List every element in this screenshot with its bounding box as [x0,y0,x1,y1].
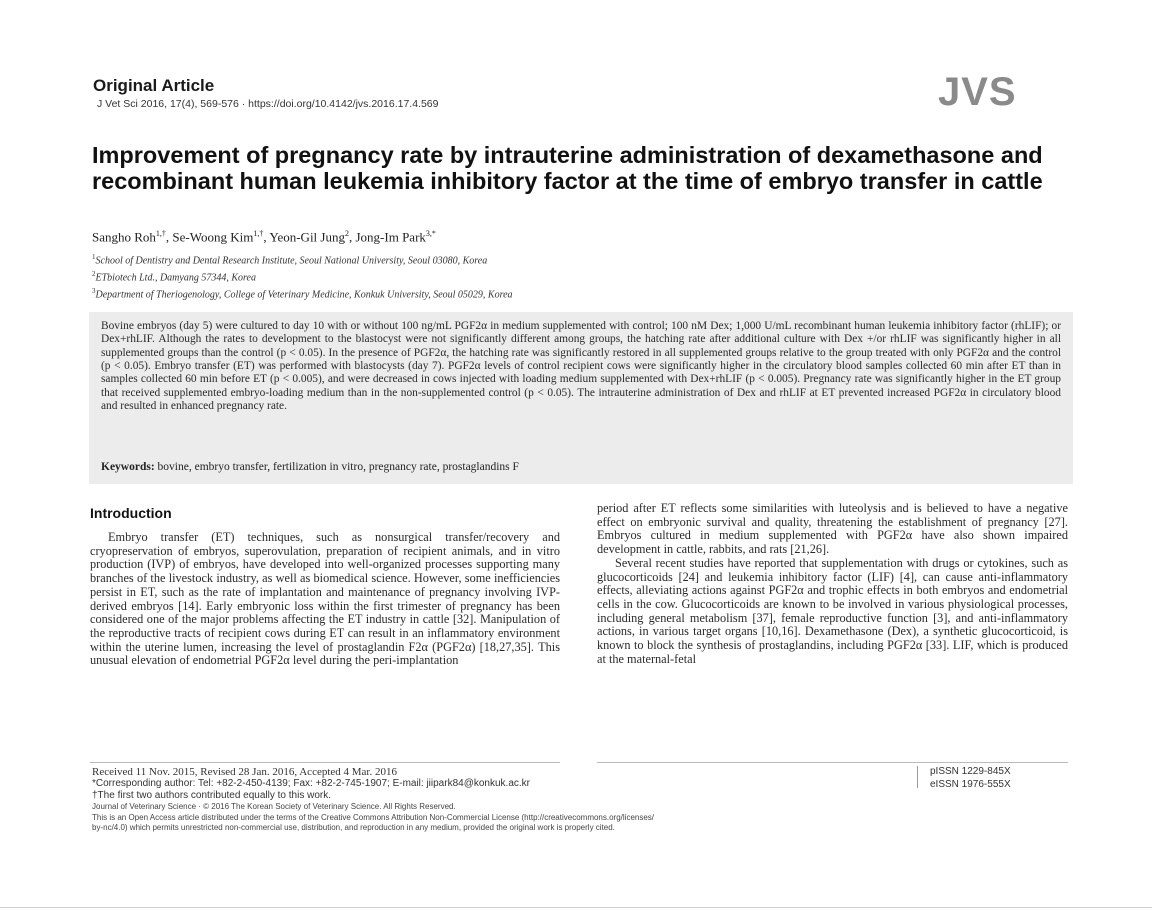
equal-contribution-note: †The first two authors contributed equally to this work. [92,790,332,801]
author-affil-mark: 1,† [253,229,264,238]
body-paragraph: Embryo transfer (ET) techniques, such as nonsurgical transfer/recovery and cryopreservation of embryos, superovulation, preparation of recipient animals, and in vitro production (IVP) of embryos, have developed into well-organized processes supporting many branches of the livestock industry, as well as biomedical science. However, some inefficiencies persist in ET, such as the rate of implantation and maintenance of pregnancy involving IVP-derived embryos [14]. Early embryonic loss within the first trimester of pregnancy has been considered one of the major problems affecting the ET industry in cattle [32]. Manipulation of the reproductive tracts of recipient cows during ET can result in an inflammatory environment within the uterine lumen, increasing the level of prostaglandin F2α (PGF2α) [18,27,35]. This unusual elevation of endometrial PGF2α level during the peri-implantation [90,530,560,668]
author-name: Se-Woong Kim [172,229,254,245]
author-name: Jong-Im Park [355,229,426,245]
affiliation-item: $^1$School of Dentistry and Dental Research Institute, Seoul National University, Seoul 03080, Korea [92,253,488,267]
author-name: Sangho Roh [92,229,156,245]
author-list: Sangho Roh$^{1,\dagger}$, Se-Woong Kim$^{1,\dagger}$, Yeon-Gil Jung$^2$, Jong-Im Park$^{3,*}$ [92,229,436,245]
body-paragraph: Several recent studies have reported that supplementation with drugs or cytokines, such as glucocorticoids [24] and leukemia inhibitory factor (LIF) [4], can cause anti-inflammatory effects, alleviating actions against PGF2α and trophic effects in both embryos and endometrial cells in the cow. Glucocorticoids are known to be involved in various physiological processes, including general metabolism [37], female reproductive function [3], and anti-inflammatory actions, in various target organs [10,16]. Dexamethasone (Dex), a synthetic glucocorticoid, is known to block the synthesis of prostaglandins, including PGF2α [33]. LIF, which is produced at the maternal-fetal [597,555,1068,666]
author-affil-mark: 3,* [425,229,436,238]
author-affil-mark: 1,† [155,229,166,238]
body-column-left [90,531,560,668]
footer-divider [90,762,560,763]
keywords-text: bovine, embryo transfer, fertilization in vitro, pregnancy rate, prostaglandins F [157,461,519,473]
license-line: This is an Open Access article distributed under the terms of the Creative Commons Attribution Non-Commercial License (http://creativecommons.org/licenses/ [92,812,655,822]
author-name: Yeon-Gil Jung [269,229,345,245]
abstract-box [89,312,1073,484]
affiliation-list [92,251,992,301]
journal-logo: JVS [938,70,1017,114]
body-column-right [597,502,1068,666]
license-block [92,802,922,834]
body-paragraph: period after ET reflects some similarities with luteolysis and is believed to have a negative effect on embryonic survival and quality, threatening the establishment of pregnancy [27]. Embryos cultured in medium supplemented with PGF2α have also shown impaired development in cattle, rabbits, and rats [21,26]. [597,501,1068,557]
article-type-label: Original Article [93,76,215,95]
article-title: Improvement of pregnancy rate by intrauterine administration of dexamethasone and recombinant human leukemia inhibitory factor at the time of embryo transfer in cattle [92,142,1043,194]
corresponding-author: *Corresponding author: Tel: +82-2-450-4139; Fax: +82-2-745-1907; E-mail: jiipark84@konkuk.ac.kr [92,778,530,789]
citation-line: J Vet Sci 2016, 17(4), 569-576 · https://doi.org/10.4142/jvs.2016.17.4.569 [97,98,439,110]
eissn: eISSN 1976-555X [930,779,1011,790]
page-bottom-edge [0,907,1152,908]
issn-divider [917,766,918,788]
received-dates: Received 11 Nov. 2015, Revised 28 Jan. 2016, Accepted 4 Mar. 2016 [92,766,397,778]
keywords-label: Keywords: [101,461,155,473]
affiliation-item: $^2$ETbiotech Ltd., Damyang 57344, Korea [92,269,256,284]
section-heading-introduction: Introduction [90,505,172,521]
affiliation-item: $^3$Department of Theriogenology, College of Veterinary Medicine, Konkuk University, Seoul 05029, Korea [92,286,513,300]
copyright-line: Journal of Veterinary Science · © 2016 The Korean Society of Veterinary Science. All Rights Reserved. [92,802,456,811]
license-line: by-nc/4.0) which permits unrestricted non-commercial use, distribution, and reproduction in any medium, provided the original work is properly cited. [92,823,615,832]
keywords-line [101,461,1061,473]
footer-divider [597,762,1068,763]
author-affil-mark: 2 [344,229,349,238]
pissn: pISSN 1229-845X [930,766,1011,777]
issn-block [930,765,1011,791]
abstract-text: Bovine embryos (day 5) were cultured to day 10 with or without 100 ng/mL PGF2α in medium supplemented with control; 100 nM Dex; 1,000 U/mL recombinant human leukemia inhibitory factor (rhLIF); or Dex+rhLIF. Although the rates to development to the blastocyst were not significantly different among groups, the hatching rate after additional culture with Dex +/or rhLIF was significantly higher in all supplemented groups than the control (p < 0.05). In the presence of PGF2α, the hatching rate was significantly restored in all supplemented groups relative to the group treated with only PGF2α and the control (p < 0.05). Embryo transfer (ET) was performed with blastocysts (day 7). PGF2α levels of control recipient cows were significantly higher in the circulatory blood samples collected 60 min after ET than in samples collected 60 min before ET (p < 0.005), and were decreased in cows injected with loading medium supplemented with Dex+rhLIF (p < 0.005). Pregnancy rate was significantly higher in the ET group that received supplemented embryo-loading medium than in the non-supplemented control (p < 0.05). The intrauterine administration of Dex and rhLIF at ET prevented increased PGF2α in circulatory blood and resulted in enhanced pregnancy rate. [101,320,1061,413]
